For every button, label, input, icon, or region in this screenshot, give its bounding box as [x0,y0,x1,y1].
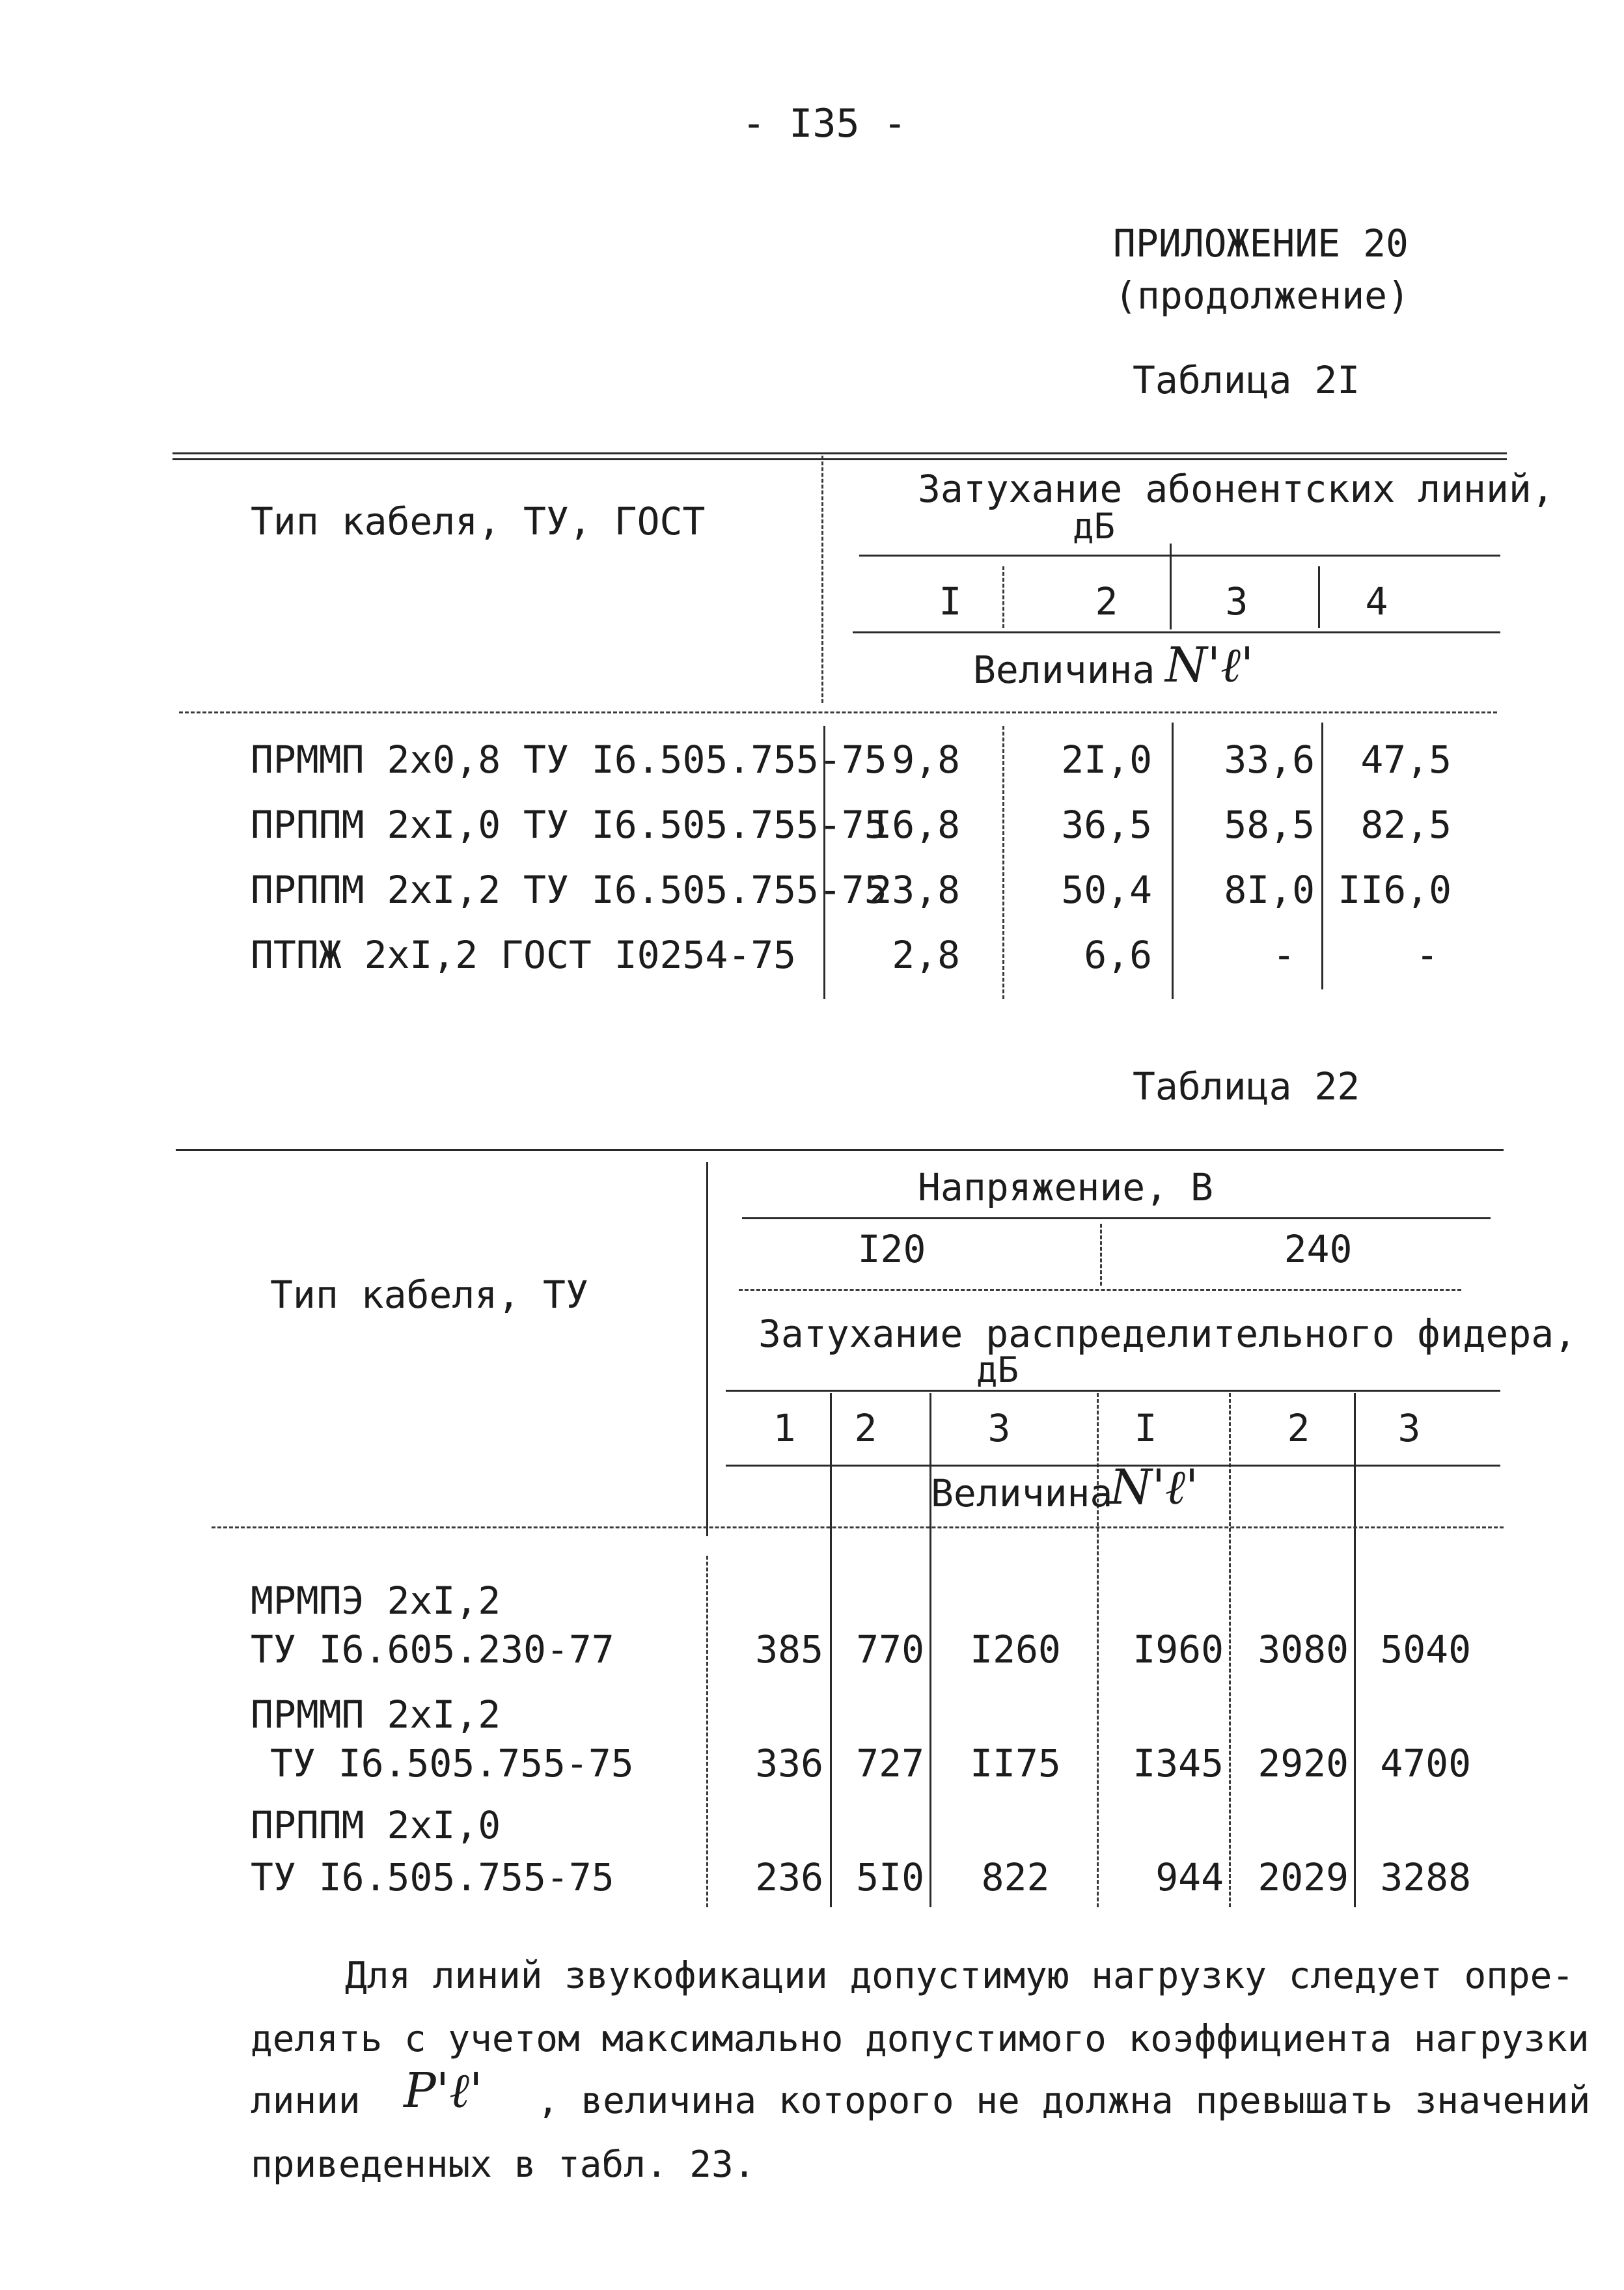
value-cell: 822 [981,1855,1050,1899]
value-cell: 385 [755,1627,823,1672]
table-22-vline-4 [1229,1393,1231,1907]
table-22-top-rule [176,1149,1504,1151]
table-22-voltage-divider [1100,1224,1102,1286]
value-cell: 6,6 [1084,933,1152,977]
table-22-voltage-rule [742,1217,1491,1219]
cable-spec: ТУ I6.605.230-77 [251,1627,614,1672]
table-22-subcol-5: 2 [1287,1406,1310,1450]
paragraph-line-2: делять с учетом максимально допустимого коэффициента нагрузки [251,2018,1590,2060]
value-cell: II6,0 [1338,868,1452,912]
cable-type: ПРППМ 2хI,0 [251,1803,501,1847]
table-22-vline-2 [929,1393,931,1907]
table-22-group-header-unit: дБ [976,1349,1019,1390]
value-cell: 58,5 [1224,803,1315,847]
value-cell: - [1416,933,1438,977]
value-cell: I260 [970,1627,1061,1672]
cable-spec: ТУ I6.505.755-75 [251,1855,614,1899]
table-22-group-header: Затухание распределительного фидера, [758,1312,1577,1356]
table-21-subcol-4: 4 [1365,579,1388,624]
cable-type: ПРММП 2х0,8 ТУ I6.505.755-75 [251,738,887,782]
table-22-caption: Таблица 22 [1133,1064,1360,1109]
table-22-body-divider [706,1556,708,1907]
value-cell: 2920 [1258,1741,1349,1786]
value-cell: 50,4 [1061,868,1152,912]
value-cell: 36,5 [1061,803,1152,847]
value-cell: 3080 [1258,1627,1349,1672]
value-cell: 47,5 [1360,738,1452,782]
table-22-voltage-header: Напряжение, В [918,1165,1213,1209]
value-cell: I960 [1133,1627,1224,1672]
value-cell: 770 [856,1627,924,1672]
value-cell: I6,8 [869,803,960,847]
table-22-vline-3 [1097,1393,1099,1907]
table-21-subcol-3: 3 [1225,579,1248,624]
table-21-vline-1-2 [1002,726,1004,999]
table-21-col-header: Тип кабеля, ТУ, ГОСТ [251,499,706,544]
value-cell: II75 [970,1741,1061,1786]
cable-type: ПРППМ 2хI,2 ТУ I6.505.755-75 [251,868,887,912]
table-21-vline-3-4 [1321,723,1323,989]
table-21-vline-1-2-head [1002,566,1004,628]
table-22-header-divider [706,1162,708,1536]
appendix-subtitle: (продолжение) [1114,273,1410,318]
cable-type: ПРММП 2хI,2 [251,1692,501,1737]
table-22-group-rule [739,1289,1461,1291]
value-cell: 2,8 [892,933,960,977]
table-22-header-bottom-rule [212,1526,1504,1528]
table-22-col-header: Тип кабеля, ТУ [270,1273,588,1317]
cable-type: ПТПЖ 2хI,2 ГОСТ I0254-75 [251,933,797,977]
table-21-vline-3-4-head [1318,566,1320,628]
table-21-top-rule-2 [172,458,1507,460]
value-cell: 5I0 [856,1855,924,1899]
value-cell: 2I,0 [1061,738,1152,782]
table-21-caption: Таблица 2I [1133,358,1360,402]
value-cell: 5040 [1380,1627,1471,1672]
value-cell: 2029 [1258,1855,1349,1899]
value-cell: 23,8 [869,868,960,912]
table-22-subcol-6: 3 [1397,1406,1421,1450]
value-cell: 8I,0 [1224,868,1315,912]
value-cell: 82,5 [1360,803,1452,847]
table-22-vline-5 [1354,1393,1356,1907]
table-22-subcol-3: 3 [987,1406,1011,1450]
table-22-value-label: Величина [931,1471,1113,1515]
value-cell: I345 [1133,1741,1224,1786]
table-21-vline-2-3-head [1170,544,1172,629]
table-21-subheader-rule [859,555,1500,557]
table-21-subcol-2: 2 [1095,579,1118,624]
value-cell: 236 [755,1855,823,1899]
table-22-vline-1 [830,1393,832,1907]
table-21-header-bottom-rule [179,711,1497,713]
table-22-voltage-120: I20 [857,1227,926,1271]
page-number: - I35 - [742,101,907,146]
table-21-top-rule [172,452,1507,454]
value-cell: - [1273,933,1295,977]
paragraph-line-1: Для линий звукофикации допустимую нагрузку следует опре- [345,1955,1575,1997]
table-21-value-symbol: N'ℓ' [1165,637,1254,693]
table-21-group-header-unit: дБ [1073,506,1116,547]
appendix-title: ПРИЛОЖЕНИЕ 20 [1113,221,1409,266]
cable-spec: ТУ I6.505.755-75 [270,1741,634,1786]
table-21-value-rule [853,631,1500,633]
value-cell: 336 [755,1741,823,1786]
table-21-value-label: Величина [973,648,1155,692]
value-cell: 9,8 [892,738,960,782]
value-cell: 944 [1155,1855,1224,1899]
table-22-voltage-240: 240 [1284,1227,1353,1271]
value-cell: 3288 [1380,1855,1471,1899]
table-22-value-symbol: N'ℓ' [1110,1459,1199,1515]
table-22-subheader-rule [726,1390,1500,1392]
table-21-subcol-1: I [939,579,962,624]
table-22-subcol-1: 1 [773,1406,796,1450]
cable-type: МРМПЭ 2хI,2 [251,1579,501,1623]
value-cell: 33,6 [1224,738,1315,782]
paragraph-line-3-start: линии [251,2080,361,2122]
table-21-group-header: Затухание абонентских линий, [918,467,1554,511]
table-22-subcol-2: 2 [854,1406,877,1450]
value-cell: 727 [856,1741,924,1786]
paragraph-line-4: приведенных в табл. 23. [251,2144,756,2186]
value-cell: 4700 [1380,1741,1471,1786]
load-coefficient-symbol: P'ℓ' [404,2063,483,2119]
table-21-header-divider [821,456,823,703]
paragraph-line-3-end: , величина которого не должна превышать значений [537,2080,1591,2122]
table-22-subcol-4: I [1134,1406,1157,1450]
table-21-vline-2-3 [1172,723,1174,999]
cable-type: ПРППМ 2хI,0 ТУ I6.505.755-75 [251,803,887,847]
